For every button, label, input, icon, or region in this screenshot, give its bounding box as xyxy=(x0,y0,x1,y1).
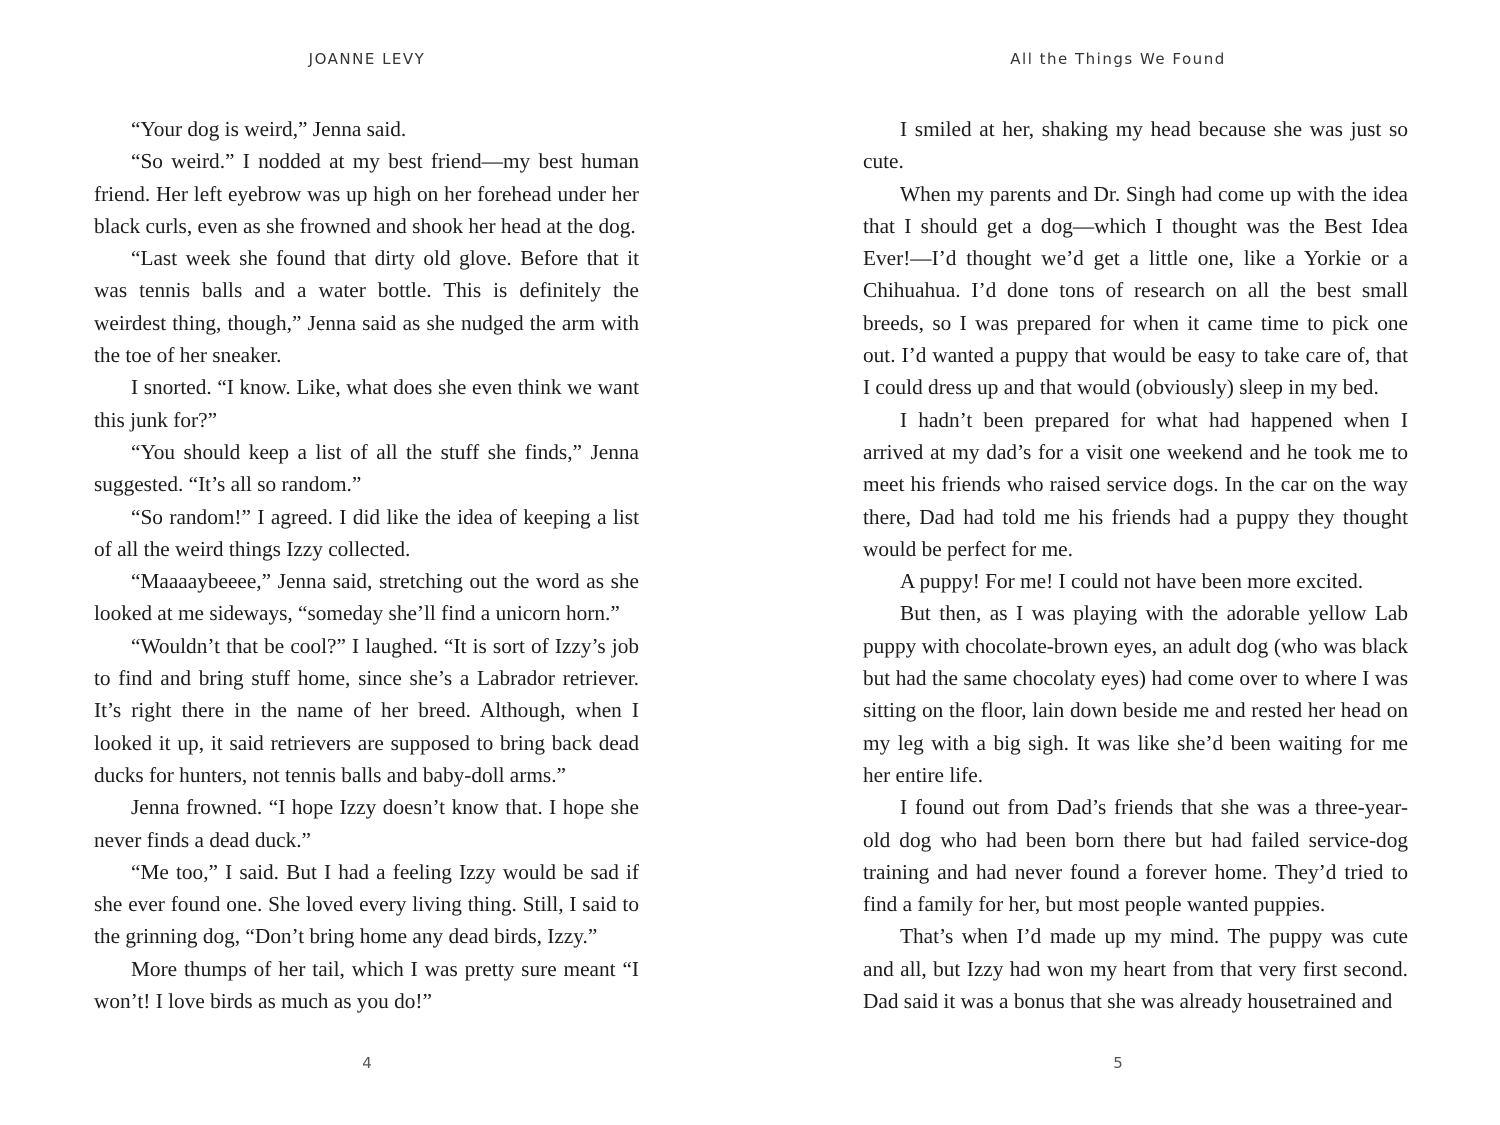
page-number: 5 xyxy=(1113,1054,1123,1072)
paragraph: “Maaaaybeeee,” Jenna said, stretching out the word as she looked at me sideways, “someday she’ll find a unicorn horn.” xyxy=(94,569,639,626)
paragraph: I snorted. “I know. Like, what does she even think we want this junk for?” xyxy=(94,375,639,432)
running-header-title: All the Things We Found xyxy=(1010,50,1226,68)
paragraph: “So weird.” I nodded at my best friend—my best human friend. Her left eyebrow was up high on her forehead under her black curls, even as she frowned and shook her head at the dog. xyxy=(94,149,639,238)
paragraph: But then, as I was playing with the adorable yellow Lab puppy with chocolate-brown eyes, an adult dog (who was black but had the same chocolaty eyes) had come over to where I was sitting on the floor, lain down beside me and rested her head on my leg with a big sigh. It was like she’d been waiting for me her entire life. xyxy=(863,601,1408,787)
paragraph: I hadn’t been prepared for what had happened when I arrived at my dad’s for a visit one weekend and he took me to meet his friends who raised service dogs. In the car on the way there, Dad had told me his friends had a puppy they thought would be perfect for me. xyxy=(863,407,1408,561)
paragraph: More thumps of her tail, which I was pretty sure meant “I won’t! I love birds as much as you do!” xyxy=(94,956,639,1014)
paragraph: “Last week she found that dirty old glove. Before that it was tennis balls and a water bottle. This is definitely the weirdest thing, though,” Jenna said as she nudged the arm with the toe of her sneaker. xyxy=(94,246,639,368)
body-text xyxy=(94,113,639,1017)
paragraph: That’s when I’d made up my mind. The puppy was cute and all, but Izzy had won my heart from that very first second. Dad said it was a bonus that she was already housetrained and xyxy=(863,924,1408,1014)
paragraph: A puppy! For me! I could not have been more excited. xyxy=(900,569,1364,594)
paragraph: Jenna frowned. “I hope Izzy doesn’t know that. I hope she never finds a dead duck.” xyxy=(94,795,639,852)
paragraph: I smiled at her, shaking my head because she was just so cute. xyxy=(863,117,1408,174)
body-text xyxy=(863,113,1408,1017)
paragraph: “So random!” I agreed. I did like the idea of keeping a list of all the weird things Izzy collected. xyxy=(94,504,639,561)
page-number: 4 xyxy=(362,1054,372,1072)
paragraph: I found out from Dad’s friends that she was a three-year-old dog who had been born there but had failed service-dog training and had never found a forever home. They’d tried to find a family for her, but most people wanted puppies. xyxy=(863,795,1408,917)
paragraph: “Wouldn’t that be cool?” I laughed. “It is sort of Izzy’s job to find and bring stuff home, since she’s a Labrador retriever. It’s right there in the name of her breed. Although, when I looked it up, it said retrievers are supposed to bring back dead ducks for hunters, not tennis balls and baby-doll arms.” xyxy=(94,633,639,787)
running-header-author: JOANNE LEVY xyxy=(308,50,426,68)
paragraph: “Your dog is weird,” Jenna said. xyxy=(131,117,407,141)
paragraph: “Me too,” I said. But I had a feeling Izzy would be sad if she ever found one. She loved every living thing. Still, I said to the grinning dog, “Don’t bring home any dead birds, Izzy.” xyxy=(94,859,639,949)
right-page xyxy=(750,0,1500,1125)
paragraph: When my parents and Dr. Singh had come up with the idea that I should get a dog—which I thought was the Best Idea Ever!—I’d thought we’d get a little one, like a Yorkie or a Chihuahua. I’d done tons of research on all the best small breeds, so I was prepared for when it came time to pick one out. I’d wanted a puppy that would be easy to take care of, that I could dress up and that would (obviously) sleep in my bed. xyxy=(863,181,1408,400)
paragraph: “You should keep a list of all the stuff she finds,” Jenna suggested. “It’s all so random.” xyxy=(94,439,639,497)
